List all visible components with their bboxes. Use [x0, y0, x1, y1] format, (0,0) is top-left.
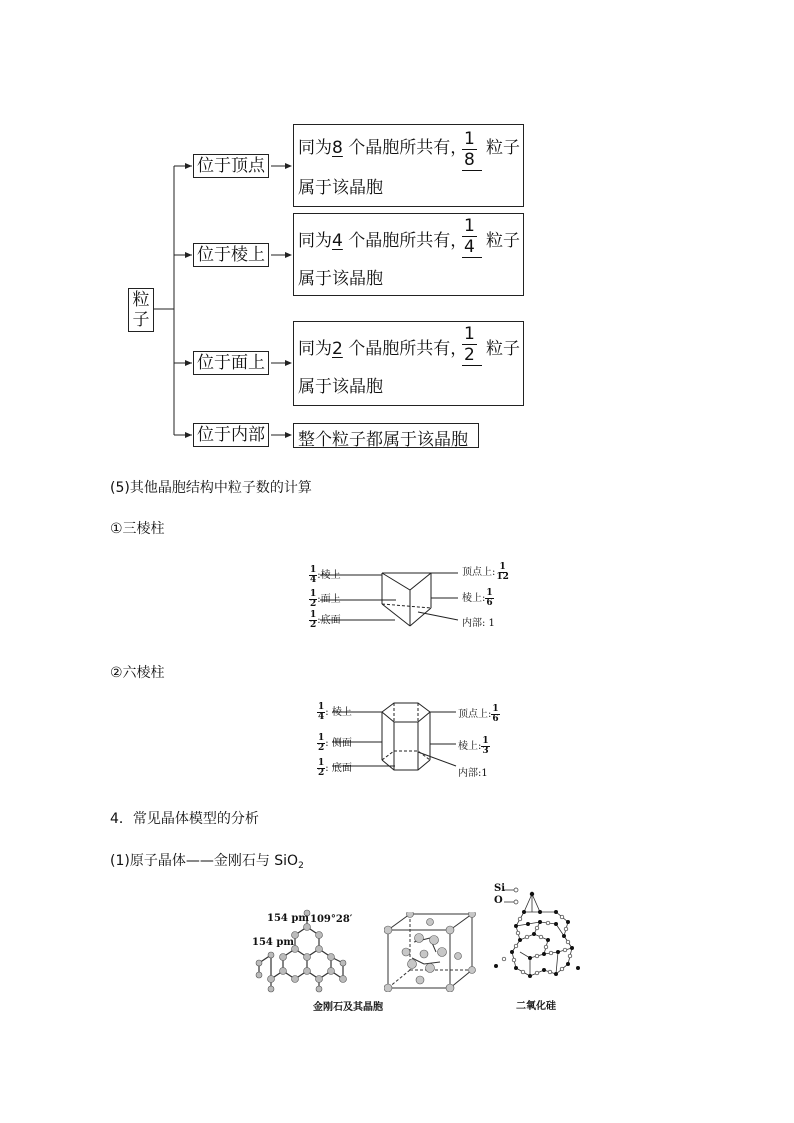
- section5-title: (5)其他晶胞结构中粒子数的计算: [110, 480, 312, 496]
- hexagonal-title: ②六棱柱: [110, 665, 165, 681]
- fraction-face: $\frac{1}{2}$: [464, 324, 475, 365]
- o-label: O: [494, 895, 503, 906]
- diamond-caption: 金刚石及其晶胞: [313, 1002, 383, 1013]
- desc-vertex-end: 粒子: [486, 138, 520, 158]
- desc-edge-line2: 属于该晶胞: [298, 269, 383, 289]
- section4-title: 4．常见晶体模型的分析: [110, 811, 259, 827]
- bond-length-label-2: 154 pm: [252, 937, 294, 948]
- hex-vertex-label: 顶点上: $\frac{1}{6}$: [458, 704, 499, 724]
- fraction-vertex: $\frac{1}{8}$: [464, 129, 475, 170]
- branch-face: [193, 351, 269, 375]
- desc-edge-end: 粒子: [486, 231, 520, 251]
- shared-count: 8: [332, 138, 343, 158]
- branch-edge: [193, 243, 269, 267]
- hex-edge-label: $\frac{1}{4}$ : 棱上: [318, 702, 352, 722]
- tri-base-label: $\frac{1}{2}$ :底面: [310, 610, 341, 630]
- desc-vertex-line1: 同为8 个晶胞所共有，: [298, 138, 468, 158]
- diamond-unit-cell-figure: [384, 912, 476, 992]
- hex-side-label: $\frac{1}{2}$ : 侧面: [318, 733, 352, 753]
- desc-inner-text: 整个粒子都属于该晶胞: [298, 430, 468, 450]
- branch-inner: [193, 423, 269, 447]
- root-label: 粒 子: [132, 290, 150, 330]
- branch-edge-label: 位于棱上: [197, 245, 265, 265]
- hex-vedge-label: 棱上: $\frac{1}{3}$: [458, 736, 489, 756]
- desc-vertex-line2: 属于该晶胞: [298, 178, 383, 198]
- sio2-caption: 二氧化硅: [516, 1001, 556, 1012]
- branch-vertex: [193, 154, 269, 178]
- fraction-edge: $\frac{1}{4}$: [464, 216, 475, 257]
- desc-face-end: 粒子: [486, 339, 520, 359]
- triangular-title: ①三棱柱: [110, 521, 165, 537]
- branch-face-label: 位于面上: [197, 353, 265, 373]
- section4-1-title: (1)原子晶体——金刚石与 SiO$_2$: [110, 853, 304, 871]
- tri-inner-label: 内部: 1: [462, 618, 495, 629]
- bond-angle-label: 109°28′: [310, 914, 353, 925]
- desc-inner: [293, 423, 479, 448]
- branch-inner-label: 位于内部: [197, 425, 265, 445]
- bond-length-label-1: 154 pm: [267, 913, 309, 924]
- tri-vertex-label: 顶点上: $\frac{1}{12}$: [462, 562, 509, 582]
- desc-edge-line1: 同为4 个晶胞所共有，: [298, 231, 468, 251]
- tri-face-label: $\frac{1}{2}$ :面上: [310, 589, 341, 609]
- si-label: Si: [494, 883, 506, 894]
- desc-face: [293, 321, 524, 406]
- desc-edge: [293, 213, 524, 296]
- desc-face-line1: 同为2 个晶胞所共有，: [298, 339, 468, 359]
- tri-edge-label: $\frac{1}{4}$ :棱上: [310, 565, 341, 585]
- tri-vedge-label: 棱上: $\frac{1}{6}$: [462, 588, 493, 608]
- desc-vertex: [293, 124, 524, 207]
- hex-base-label: $\frac{1}{2}$ : 底面: [318, 758, 352, 778]
- hex-inner-label: 内部:1: [458, 768, 488, 779]
- desc-face-line2: 属于该晶胞: [298, 377, 383, 397]
- branch-vertex-label: 位于顶点: [197, 156, 265, 176]
- root-box-particle: [128, 288, 154, 332]
